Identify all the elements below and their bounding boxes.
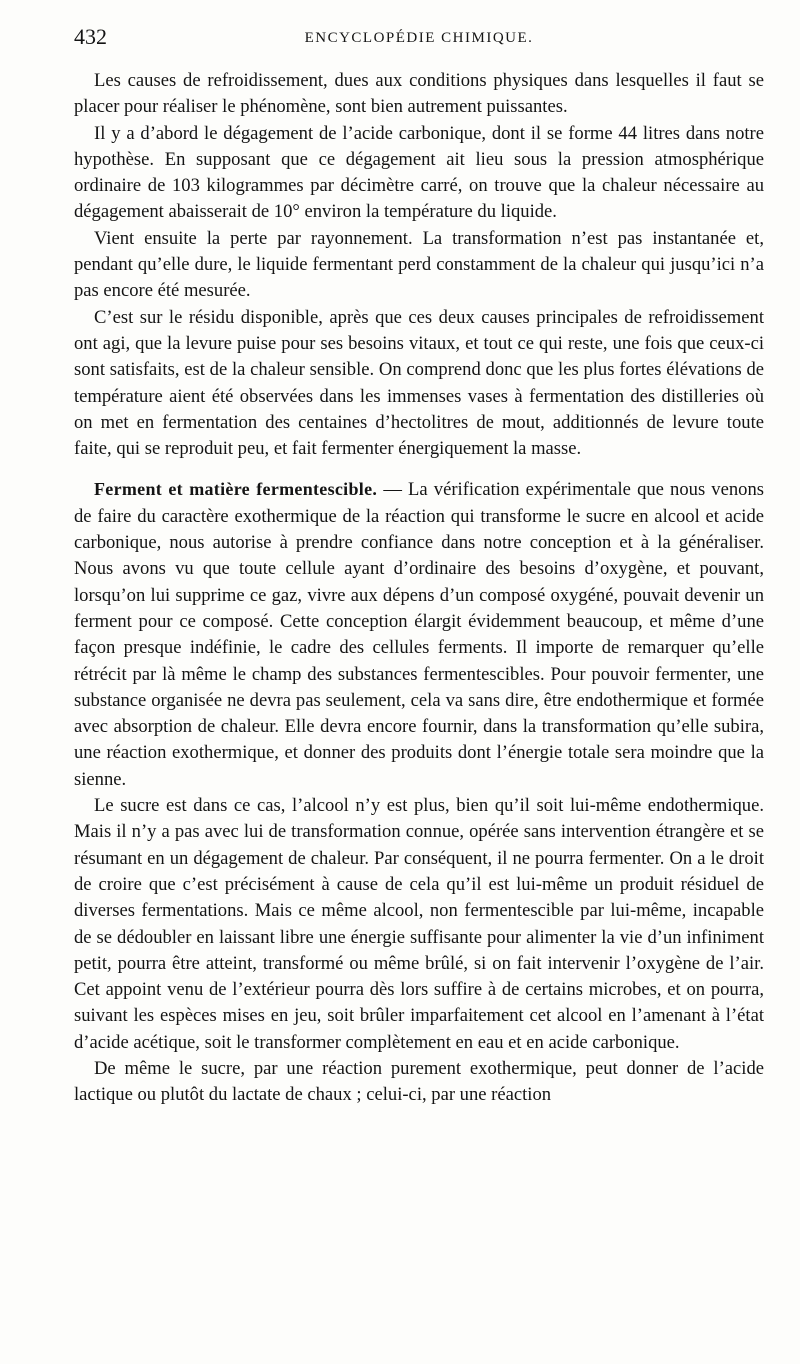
- section-lead-text: — La vérification expérimentale que nous venons de faire du caractère exothermique de la réaction qui transforme le sucre en alcool et acide carbonique, nous autorise à prendre confiance dans notre conception et à la généraliser. Nous avons vu que toute cellule ayant d’ordinaire des besoins d’oxygène, et pouvant, lorsqu’on lui supprime ce gaz, vivre aux dépens d’un composé oxygéné, pouvait devenir un ferment pour ce composé. Cette conception élargit évidemment beaucoup, et même d’une façon presque indéfinie, le cadre des cellules ferments. Il importe de remarquer qu’elle rétrécit par là même le champ des substances fermentescibles. Pour pouvoir fermenter, une substance organisée ne devra pas seulement, cela va sans dire, être endothermique et formée avec absorption de chaleur. Elle devra encore fournir, dans la transformation qu’elle subira, une réaction exothermique, et donner des produits dont l’énergie totale sera moindre que la sienne.: [74, 479, 764, 790]
- paragraph-4: C’est sur le résidu disponible, après que ces deux causes principales de refroidissement ont agi, que la levure puise pour ses besoins vitaux, et tout ce qui reste, une fois que ceux-ci sont satisfaits, est de la chaleur sensible. On comprend donc que les plus fortes élévations de température aient été observées dans les immenses vases à fermentation des distilleries où on met en fermentation des centaines d’hectolitres de mout, additionnés de levure toute faite, qui se reproduit peu, et fait fermenter énergiquement la masse.: [74, 306, 764, 460]
- paragraph-3: Vient ensuite la perte par rayonnement. La transformation n’est pas instantanée et, pendant qu’elle dure, le liquide fermentant perd constamment de la chaleur qui jusqu’ici n’a pas encore été mesurée.: [74, 227, 764, 302]
- paragraph-2: Il y a d’abord le dégagement de l’acide carbonique, dont il se forme 44 litres dans notre hypothèse. En supposant que ce dégagement ait lieu sous la pression atmosphérique ordinaire de 103 kilogrammes par décimètre carré, on trouve que la chaleur nécessaire au dégagement abaisserait de 10° environ la température du liquide.: [74, 122, 764, 223]
- section-heading: Ferment et matière fermentescible.: [94, 479, 378, 500]
- paragraph-7: De même le sucre, par une réaction purement exothermique, peut donner de l’acide lactique ou plutôt du lactate de chaux ; celui-ci, par une réaction: [74, 1057, 764, 1106]
- running-title: ENCYCLOPÉDIE CHIMIQUE.: [304, 30, 534, 46]
- page-header: [74, 24, 764, 52]
- page-number: 432: [74, 24, 107, 49]
- paragraph-1: Les causes de refroidissement, dues aux conditions physiques dans lesquelles il faut se placer pour réaliser le phénomène, sont bien autrement puissantes.: [74, 70, 764, 118]
- body-text: [74, 68, 764, 1109]
- paragraph-6: Le sucre est dans ce cas, l’alcool n’y est plus, bien qu’il soit lui-même endothermique. Mais il n’y a pas avec lui de transformation connue, opérée sans intervention étrangère et se résumant en un dégagement de chaleur. Par conséquent, il ne pourra fermenter. On a le droit de croire que c’est précisément à cause de cela qu’il est lui-même un produit résiduel de diverses fermentations. Mais ce même alcool, non fermentescible par lui-même, incapable de se dédoubler en laissant libre une énergie suffisante pour alimenter la vie d’un infiniment petit, pourra être atteint, transformé ou même brûlé, si on fait intervenir l’oxygène de l’air. Cet appoint venu de l’extérieur pourra dès lors suffire à de certains microbes, et on pourra, suivant les espèces mises en jeu, soit brûler imparfaitement cet alcool en l’amenant à l’état d’acide acétique, soit le transformer complètement en eau et en acide carbonique.: [74, 795, 764, 1053]
- section-paragraph: [74, 476, 764, 793]
